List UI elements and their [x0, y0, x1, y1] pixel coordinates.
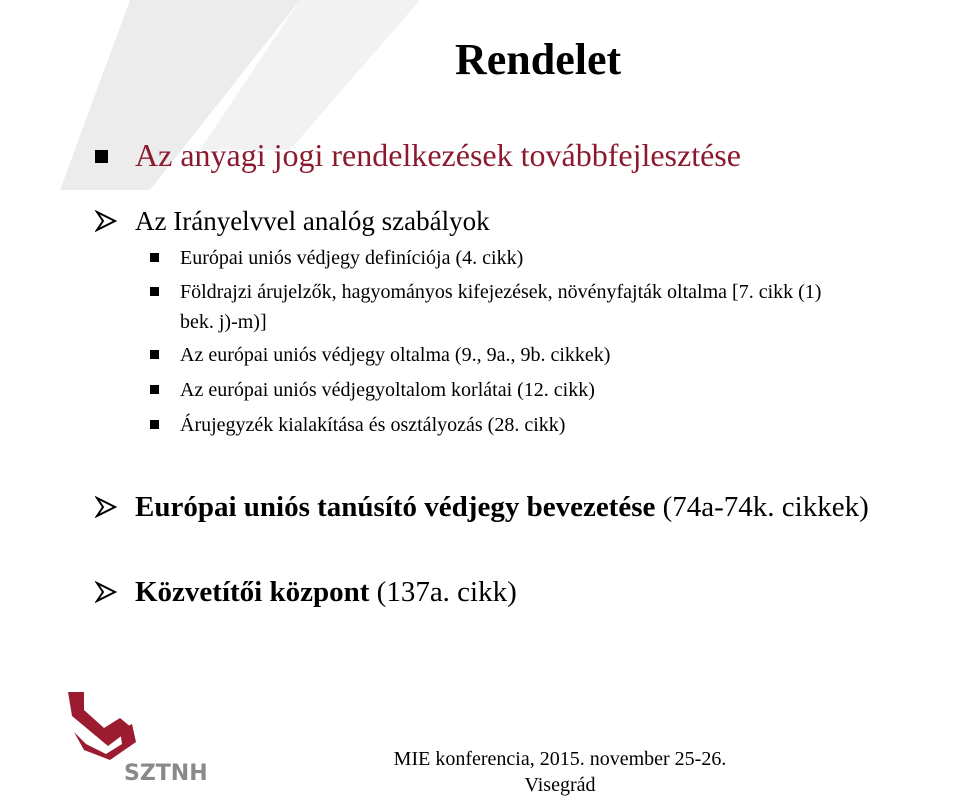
section1-title: Az Irányelvvel analóg szabályok [135, 206, 490, 236]
sztnh-logo [62, 688, 212, 788]
section2-title [135, 490, 869, 524]
main-heading: Az anyagi jogi rendelkezések továbbfejlesztése [135, 137, 741, 173]
list-item: Árujegyzék kialakítása és osztályozás (28. cikk) [180, 414, 566, 436]
page-title: Rendelet [455, 35, 622, 84]
list-item: Az európai uniós védjegy oltalma (9., 9a., 9b. cikkek) [180, 344, 611, 366]
square-bullet-icon [150, 420, 159, 429]
square-bullet-icon [95, 150, 108, 163]
section2-bold: Európai uniós tanúsító védjegy bevezetése [135, 491, 656, 523]
list-item: Földrajzi árujelzők, hagyományos kifejezések, növényfajták oltalma [7. cikk (1) [180, 281, 822, 303]
section3-bold: Közvetítői központ [135, 576, 370, 608]
list-item: Európai uniós védjegy definíciója (4. cikk) [180, 247, 524, 269]
logo-text: SZTNH [124, 761, 208, 786]
square-bullet-icon [150, 287, 159, 296]
footer-line1: MIE konferencia, 2015. november 25-26. [393, 748, 727, 770]
footer-line2: Visegrád [524, 774, 596, 796]
section3-rest: (137a. cikk) [369, 576, 517, 608]
list-item: Az európai uniós védjegyoltalom korlátai (12. cikk) [180, 379, 595, 401]
square-bullet-icon [150, 253, 159, 262]
square-bullet-icon [150, 385, 159, 394]
arrow-bullet-icon [95, 581, 117, 603]
arrow-bullet-icon [95, 496, 117, 518]
section2-rest: (74a-74k. cikkek) [655, 491, 869, 523]
square-bullet-icon [150, 350, 159, 359]
section3-title [135, 575, 517, 609]
footer [360, 746, 760, 798]
arrow-bullet-icon [95, 210, 117, 232]
list-item-continuation: bek. j)-m)] [180, 311, 267, 333]
